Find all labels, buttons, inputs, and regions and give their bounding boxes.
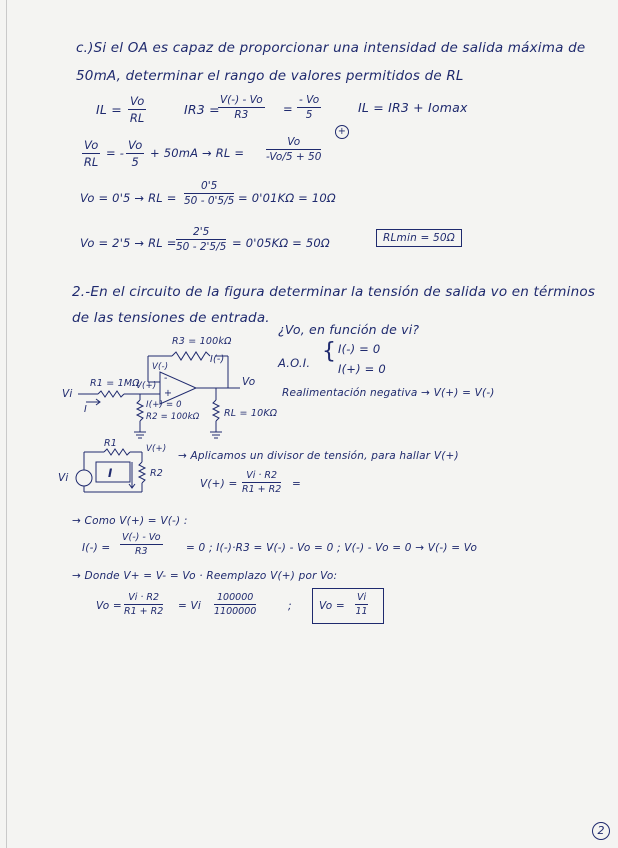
circuit-i-minus-label: I(-) (210, 354, 225, 365)
final-lhs: Vo = (96, 600, 122, 612)
eq-ir3-lhs: IR3 = (184, 102, 220, 117)
circuit-v-minus-label: V(-) (152, 362, 169, 372)
final-box-fraction: $\frac{Vi}{11}$ (355, 592, 368, 617)
final-mid: = Vi (178, 600, 202, 612)
final-fraction-1: $\frac{Vi \cdot R2}{R1 + R2}$ (124, 592, 164, 617)
divider-i-label: I (108, 466, 113, 480)
aoi-label: A.O.I. (278, 356, 311, 370)
eq-il-lhs: IL = (96, 102, 122, 117)
opamp-plus-sign: + (164, 388, 173, 399)
circuit-v-plus-label: V(+) (136, 381, 157, 391)
eq-a-fraction-3: $\frac{Vo}{-Vo/5 + 50}$ (266, 136, 322, 163)
circuit-r3-label: R3 = 100kΩ (172, 336, 232, 347)
section-2-line2: de las tensiones de entrada. (72, 310, 270, 326)
eq-b-fraction: $\frac{0'5}{50 - 0'5/5}$ (184, 180, 235, 207)
aoi-i-minus: I(-) = 0 (338, 342, 381, 356)
section-c-line1: c.)Si el OA es capaz de proporcionar una intensidad de salida máxima de (76, 40, 586, 56)
final-boxed-result (312, 588, 384, 624)
feedback-note: Realimentación negativa → V(+) = V(-) (282, 387, 495, 399)
donde-line: → Donde V+ = V- = Vo · Reemplazo V(+) por Vo: (72, 570, 338, 582)
rlmin-boxed-result: RLmin = 50Ω (376, 229, 462, 247)
opamp-minus-sign: - (164, 373, 168, 384)
eq-a-equals: = - (106, 146, 125, 160)
vplus-fraction: $\frac{Vi \cdot R2}{R1 + R2}$ (242, 470, 282, 495)
aoi-brace: { (322, 339, 337, 364)
eq-b-rhs: = 0'01KΩ = 10Ω (238, 191, 336, 205)
eq-il-fraction: $\frac{Vo}{RL}$ (129, 94, 145, 125)
eq-c-rhs: = 0'05KΩ = 50Ω (232, 236, 330, 250)
vplus-tail: = (292, 478, 301, 490)
circuit-rl-label: RL = 10KΩ (224, 408, 278, 419)
final-box-lhs: Vo = (319, 600, 345, 612)
section-2-line1: 2.-En el circuito de la figura determinar la tensión de salida vo en términos (72, 284, 596, 300)
circuit-i-plus-label: I(+) = 0 (146, 400, 182, 410)
eq-c-fraction: $\frac{2'5}{50 - 2'5/5}$ (176, 226, 227, 253)
page-number: 2 (592, 822, 610, 840)
eq-c-lhs: Vo = 2'5 → RL = (80, 236, 177, 250)
divider-note: → Aplicamos un divisor de tensión, para hallar V(+) (178, 450, 459, 462)
section-c-line2: 50mA, determinar el rango de valores permitidos de RL (76, 68, 464, 84)
divider-r1-label: R1 (104, 438, 118, 449)
im-lhs: I(-) = (82, 542, 111, 554)
final-fraction-2: $\frac{100000}{1100000}$ (214, 592, 257, 617)
eq-ir3-fraction: $\frac{V(-) - Vo}{R3}$ (220, 94, 263, 121)
eq-il-sum: IL = IR3 + Iomax (358, 100, 468, 115)
divider-v-plus-label: V(+) (146, 444, 167, 454)
eq-b-lhs: Vo = 0'5 → RL = (80, 191, 177, 205)
question-vo: ¿Vo, en función de vi? (278, 322, 420, 337)
aoi-i-plus: I(+) = 0 (338, 362, 386, 376)
como-line: → Como V(+) = V(-) : (72, 515, 188, 527)
eq-a-fraction-2: $\frac{Vo}{5}$ (128, 138, 143, 169)
divider-r2-label: R2 (150, 468, 164, 479)
im-rest: = 0 ; I(-)·R3 = V(-) - Vo = 0 ; V(-) - Vo = 0 → V(-) = Vo (186, 542, 478, 554)
divider-vi-label: Vi (58, 472, 69, 484)
eq-ir3-equals: = (283, 102, 293, 116)
circuit-i-label: I (84, 404, 88, 415)
circuit-r1-label: R1 = 1MΩ (90, 378, 140, 389)
circuit-vi-label: Vi (62, 388, 73, 400)
vplus-lhs: V(+) = (200, 478, 238, 490)
im-fraction: $\frac{V(-) - Vo}{R3}$ (122, 532, 161, 557)
eq-a-rest: + 50mA → RL = (150, 146, 245, 160)
plus-circle-mark: + (335, 125, 349, 139)
circuit-vo-label: Vo (242, 376, 256, 388)
final-sep: ; (288, 600, 292, 612)
eq-ir3-fraction-2: $\frac{- Vo}{5}$ (299, 94, 320, 121)
eq-a-fraction-1: $\frac{Vo}{RL}$ (83, 138, 99, 169)
circuit-r2-label: R2 = 100kΩ (146, 412, 200, 422)
